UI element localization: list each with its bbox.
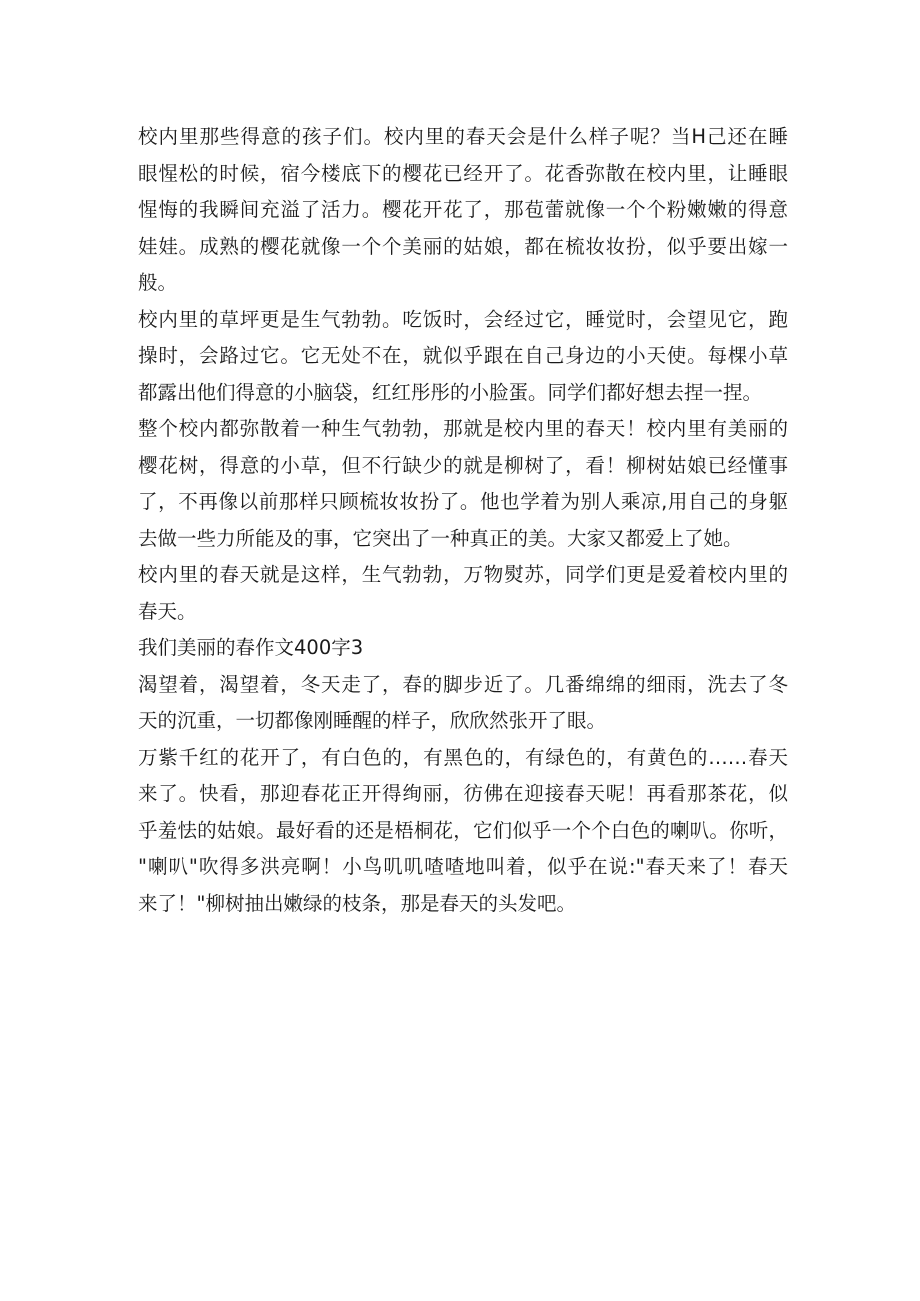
paragraph-6 [138,740,788,923]
text-line: 娃娃。成熟的樱花就像一个个美丽的姑娘，都在梳妆妆扮，似乎要出嫁一 [138,234,788,258]
paragraph-4 [138,557,788,630]
text-line: 天的沉重，一切都像刚睡醒的样子，欣欣然张开了眼。 [138,709,607,732]
text-line: 去做一些力所能及的事，它突出了一种真正的美。大家又都爱上了她。 [138,526,743,550]
text-line: 眼惺松的时候，宿今楼底下的樱花已经开了。花香弥散在校内里，让睡眼 [138,161,788,185]
text-line: 惺悔的我瞬间充溢了活力。樱花开花了，那苞蕾就像一个个粉嫩嫩的得意 [138,198,788,221]
section-heading: 我们美丽的春作文400字3 [138,636,364,659]
text-line: 般。 [138,271,178,294]
paragraph-5 [138,667,788,740]
text-line: 万紫千红的花开了，有白色的，有黑色的，有绿色的，有黄色的……春天 [138,745,788,769]
text-line: 来了。快看，那迎春花正开得绚丽，彷佛在迎接春天呢！再看那茶花，似 [138,782,788,805]
text-line: 校内里的草坪更是生气勃勃。吃饭时，会经过它，睡觉时，会望见它，跑 [138,307,788,331]
text-line: 春天。 [138,599,197,623]
text-line: "喇叭"吹得多洪亮啊！小鸟叽叽喳喳地叫着，似乎在说:"春天来了！春天 [138,855,788,878]
text-line: 都露出他们得意的小脑袋，红红彤彤的小脸蛋。同学们都好想去捏一捏。 [138,380,763,404]
paragraph-1 [138,119,788,302]
text-line: 樱花树，得意的小草，但不行缺少的就是柳树了，看！柳树姑娘已经懂事 [138,453,788,477]
text-line: 了，不再像以前那样只顾梳妆妆扮了。他也学着为别人乘凉,用自己的身躯 [138,490,788,513]
text-line: 来了！"柳树抽出嫩绿的枝条，那是春天的头发吧。 [138,891,576,915]
text-line: 操时，会路过它。它无处不在，就似乎跟在自己身边的小天使。每棵小草 [138,344,788,367]
text-line: 校内里的春天就是这样，生气勃勃，万物熨苏，同学们更是爱着校内里的 [138,563,788,586]
document-body [138,119,788,922]
paragraph-2 [138,302,788,412]
paragraph-3 [138,411,788,557]
text-line: 整个校内都弥散着一种生气勃勃，那就是校内里的春天！校内里有美丽的 [138,417,788,440]
text-line: 渴望着，渴望着，冬天走了，春的脚步近了。几番绵绵的细雨，洗去了冬 [138,672,788,696]
text-line: 乎羞怯的姑娘。最好看的还是梧桐花，它们似乎一个个白色的喇叭。你听， [138,818,788,842]
text-line: 校内里那些得意的孩子们。校内里的春天会是什么样子呢？当H己还在睡 [138,125,788,148]
